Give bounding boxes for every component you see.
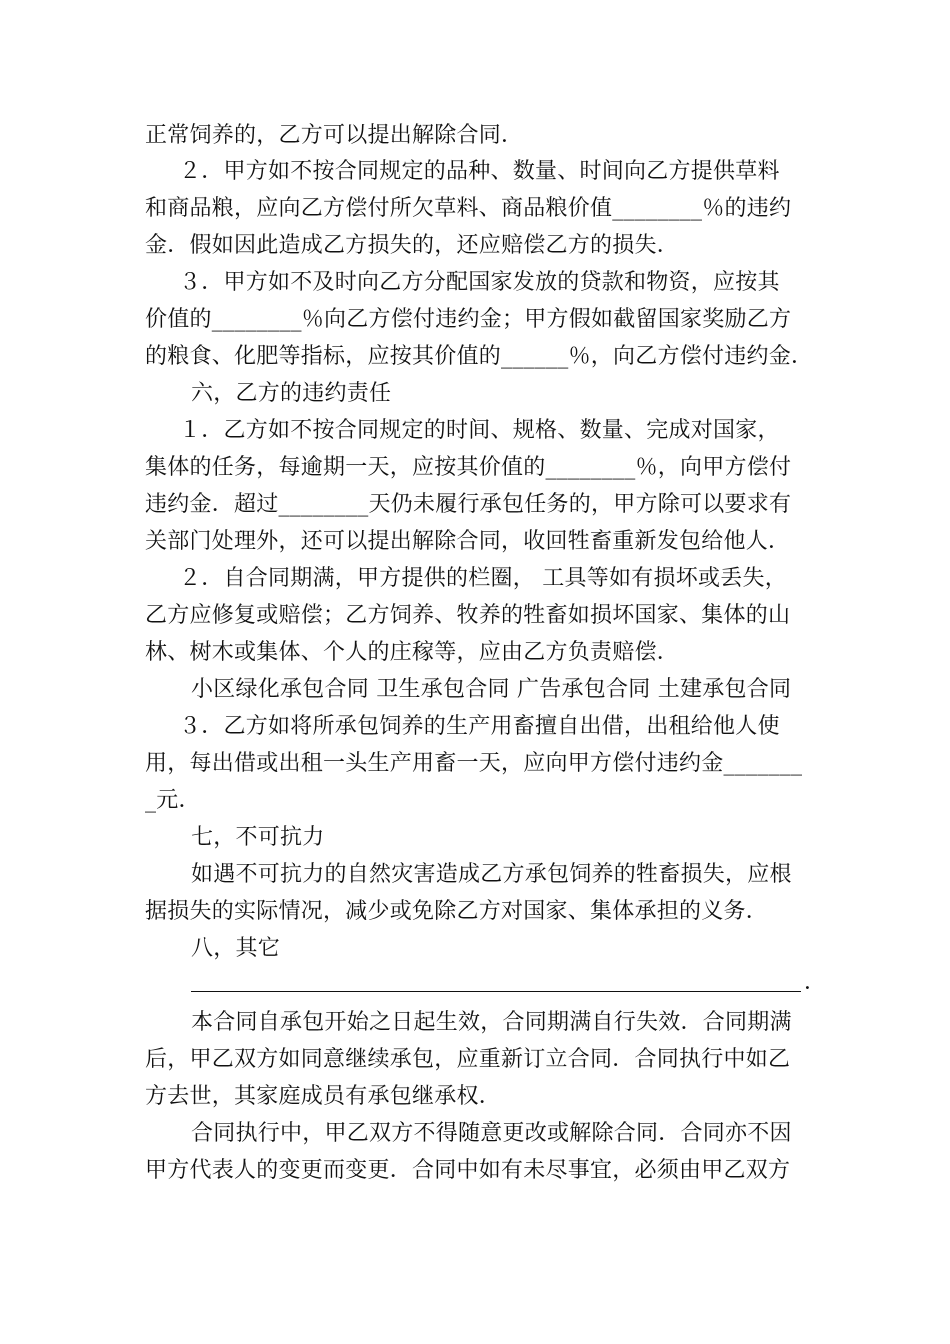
text-line: 正常饲养的，乙方可以提出解除合同．	[145, 123, 524, 148]
text-line: 和商品粮，应向乙方偿付所欠草料、商品粮价值________％的违约	[145, 196, 792, 221]
text-line: _元．	[145, 788, 201, 813]
text-line: 林、树木或集体、个人的庄稼等，应由乙方负责赔偿．	[145, 640, 680, 665]
text-line: 关部门处理外，还可以提出解除合同，收回牲畜重新发包给他人．	[145, 529, 791, 554]
text-line: 甲方代表人的变更而变更．合同中如有未尽事宜，必须由甲乙双方	[145, 1158, 791, 1183]
text-line: 合同执行中，甲乙双方不得随意更改或解除合同．合同亦不因	[191, 1121, 792, 1146]
text-line: 如遇不可抗力的自然灾害造成乙方承包饲养的牲畜损失，应根	[191, 862, 792, 887]
blank-fill-line	[191, 991, 801, 992]
text-line: 方去世，其家庭成员有承包继承权．	[145, 1084, 502, 1109]
blank-line-period: ．	[804, 970, 827, 995]
related-contracts-line: 小区绿化承包合同 卫生承包合同 广告承包合同 土建承包合同	[191, 677, 792, 702]
section-heading: 七，不可抗力	[191, 825, 325, 850]
text-line: 用，每出借或出租一头生产用畜一天，应向甲方偿付违约金_______	[145, 751, 803, 776]
text-line: 违约金．超过________天仍未履行承包任务的，甲方除可以要求有	[145, 492, 792, 517]
text-line: １．乙方如不按合同规定的时间、规格、数量、完成对国家，	[179, 418, 780, 443]
text-line: 据损失的实际情况，减少或免除乙方对国家、集体承担的义务．	[145, 899, 769, 924]
text-line: 金．假如因此造成乙方损失的，还应赔偿乙方的损失．	[145, 233, 680, 258]
text-line: 乙方应修复或赔偿；乙方饲养、牧养的牲畜如损坏国家、集体的山	[145, 603, 791, 628]
text-line: 后，甲乙双方如同意继续承包，应重新订立合同．合同执行中如乙	[145, 1047, 791, 1072]
text-line: ２．甲方如不按合同规定的品种、数量、时间向乙方提供草料	[179, 159, 780, 184]
section-heading: 六，乙方的违约责任	[191, 381, 392, 406]
text-line: 集体的任务，每逾期一天，应按其价值的________％，向甲方偿付	[145, 455, 792, 480]
text-line: ３．乙方如将所承包饲养的生产用畜擅自出借，出租给他人使	[179, 714, 780, 739]
text-line: ３．甲方如不及时向乙方分配国家发放的贷款和物资，应按其	[179, 270, 780, 295]
text-line: ２．自合同期满，甲方提供的栏圈， 工具等如有损坏或丢失，	[179, 566, 787, 591]
text-line: 的粮食、化肥等指标，应按其价值的______％，向乙方偿付违约金．	[145, 344, 814, 369]
text-line: 价值的________％向乙方偿付违约金；甲方假如截留国家奖励乙方	[145, 307, 792, 332]
section-heading: 八，其它	[191, 936, 281, 961]
text-line: 本合同自承包开始之日起生效，合同期满自行失效．合同期满	[191, 1010, 792, 1035]
